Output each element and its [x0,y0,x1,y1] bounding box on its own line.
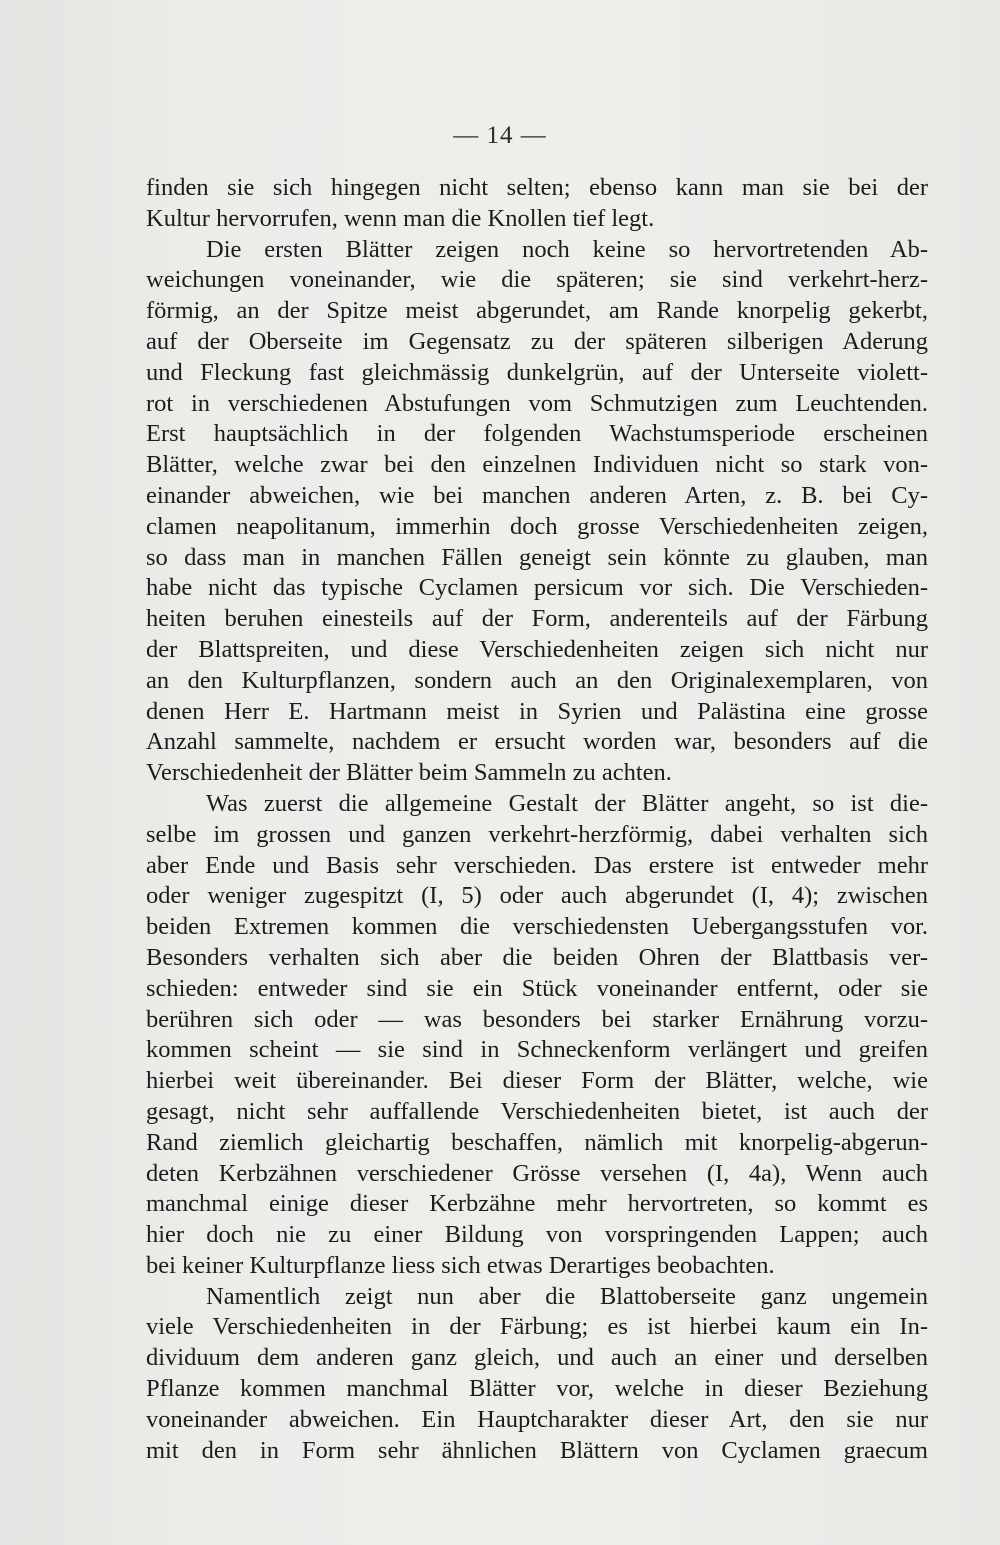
text-line: viele Verschiedenheiten in der Färbung; es ist hierbei kaum ein In- [146,1313,928,1341]
text-line: auf der Oberseite im Gegensatz zu der späteren silberigen Aderung [146,327,928,355]
text-line: beiden Extremen kommen die verschiedensten Uebergangsstufen vor. [146,913,928,941]
text-line: clamen neapolitanum, immerhin doch grosse Verschiedenheiten zeigen, [146,512,928,540]
text-line: einander abweichen, wie bei manchen anderen Arten, z. B. bei Cy- [146,481,928,509]
text-line: bei keiner Kulturpflanze liess sich etwas Derartiges beobachten. [146,1251,775,1279]
text-line: Verschiedenheit der Blätter beim Sammeln zu achten. [146,759,672,787]
text-line: selbe im grossen und ganzen verkehrt-herzförmig, dabei verhalten sich [146,820,928,848]
text-line: gesagt, nicht sehr auffallende Verschiedenheiten bietet, ist auch der [146,1097,928,1125]
text-line: mit den in Form sehr ähnlichen Blättern von Cyclamen graecum [146,1436,928,1464]
text-line: aber Ende und Basis sehr verschieden. Das erstere ist entweder mehr [146,851,928,879]
text-line: schieden: entweder sind sie ein Stück voneinander entfernt, oder sie [146,974,928,1002]
body-text [146,173,928,1466]
text-line: Blätter, welche zwar bei den einzelnen Individuen nicht so stark von- [146,451,928,479]
text-line: Namentlich zeigt nun aber die Blattoberseite ganz ungemein [206,1282,928,1310]
text-line: der Blattspreiten, und diese Verschiedenheiten zeigen sich nicht nur [146,635,928,663]
text-line: weichungen voneinander, wie die späteren; sie sind verkehrt-herz- [146,266,928,294]
text-line: förmig, an der Spitze meist abgerundet, am Rande knorpelig gekerbt, [146,297,928,325]
text-line: an den Kulturpflanzen, sondern auch an den Originalexemplaren, von [146,666,928,694]
text-line: Die ersten Blätter zeigen noch keine so hervortretenden Ab- [206,235,928,263]
text-line: deten Kerbzähnen verschiedener Grösse versehen (I, 4a), Wenn auch [146,1159,928,1187]
text-line: heiten beruhen einesteils auf der Form, anderenteils auf der Färbung [146,605,928,633]
text-line: Anzahl sammelte, nachdem er ersucht worden war, besonders auf die [146,728,928,756]
text-line: Erst hauptsächlich in der folgenden Wachstumsperiode erscheinen [146,420,928,448]
text-line: hier doch nie zu einer Bildung von vorspringenden Lappen; auch [146,1221,928,1249]
text-line: rot in verschiedenen Abstufungen vom Schmutzigen zum Leuchtenden. [146,389,928,417]
text-line: dividuum dem anderen ganz gleich, und auch an einer und derselben [146,1344,928,1372]
text-line: so dass man in manchen Fällen geneigt sein könnte zu glauben, man [146,543,928,571]
text-line: habe nicht das typische Cyclamen persicum vor sich. Die Verschieden- [146,574,928,602]
text-line: Rand ziemlich gleichartig beschaffen, nämlich mit knorpelig-abgerun- [146,1128,928,1156]
text-line: finden sie sich hingegen nicht selten; ebenso kann man sie bei der [146,174,928,201]
text-line: Was zuerst die allgemeine Gestalt der Blätter angeht, so ist die- [206,789,928,817]
text-line: berühren sich oder — was besonders bei starker Ernährung vorzu- [146,1005,928,1033]
text-line: Besonders verhalten sich aber die beiden Ohren der Blattbasis ver- [146,943,928,971]
text-line: voneinander abweichen. Ein Hauptcharakter dieser Art, den sie nur [146,1405,928,1433]
page-number: — 14 — [453,122,547,149]
text-line: Pflanze kommen manchmal Blätter vor, welche in dieser Beziehung [146,1375,928,1403]
text-line: hierbei weit übereinander. Bei dieser Form der Blätter, welche, wie [146,1067,928,1095]
text-line: denen Herr E. Hartmann meist in Syrien und Palästina eine grosse [146,697,928,725]
text-line: manchmal einige dieser Kerbzähne mehr hervortreten, so kommt es [146,1190,928,1218]
text-line: oder weniger zugespitzt (I, 5) oder auch abgerundet (I, 4); zwischen [146,882,928,910]
text-line: kommen scheint — sie sind in Schneckenform verlängert und greifen [146,1036,928,1064]
text-line: und Fleckung fast gleichmässig dunkelgrün, auf der Unterseite violett- [146,358,928,386]
text-line: Kultur hervorrufen, wenn man die Knollen tief legt. [146,204,655,232]
